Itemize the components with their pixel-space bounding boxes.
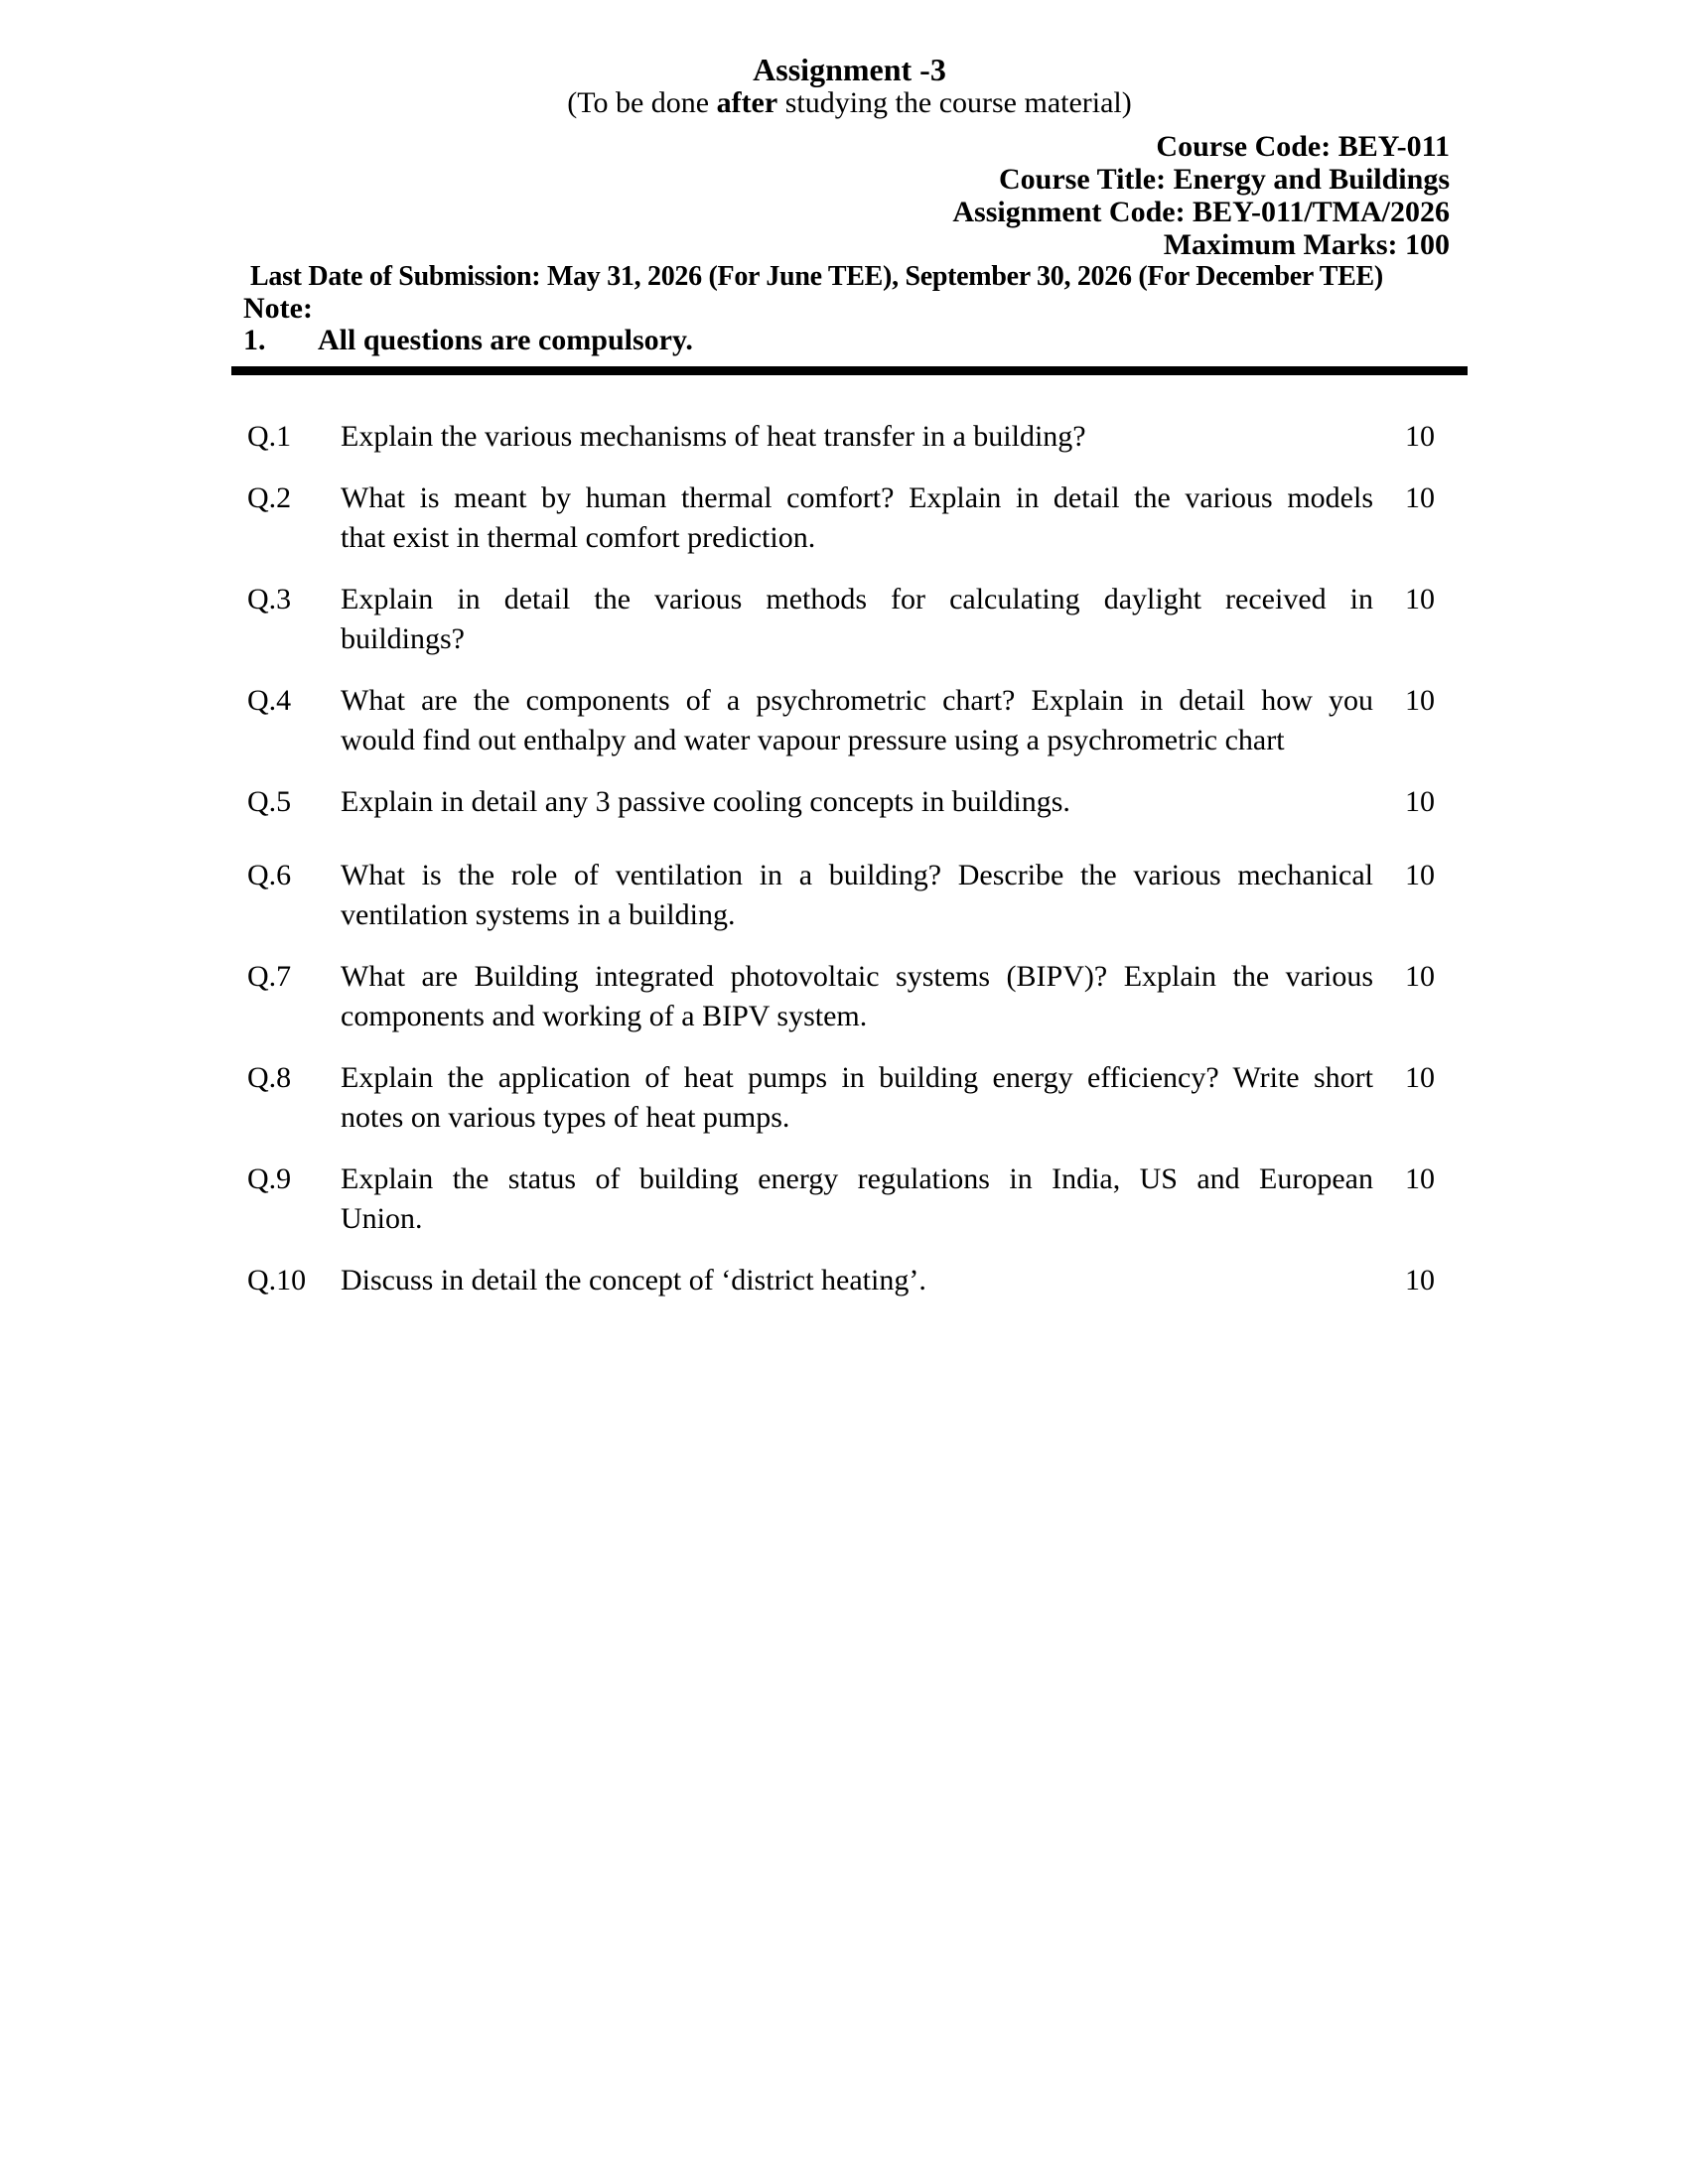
course-info-block xyxy=(231,130,1468,261)
question-line: buildings? xyxy=(341,622,465,655)
question-text xyxy=(341,1058,1373,1138)
question-id: Q.6 xyxy=(247,859,292,891)
subtitle-bold-word: after xyxy=(716,86,778,119)
question-text xyxy=(341,1261,1373,1300)
subtitle-suffix: studying the course material) xyxy=(777,86,1132,119)
question-line: ventilation systems in a building. xyxy=(341,898,736,931)
assignment-code-line: Assignment Code: BEY-011/TMA/2026 xyxy=(952,196,1450,228)
question-marks: 10 xyxy=(1405,785,1435,818)
question-text xyxy=(341,856,1373,935)
question-row xyxy=(231,1261,1468,1300)
question-marks: 10 xyxy=(1405,960,1435,993)
question-line: Union. xyxy=(341,1202,423,1235)
question-line: Explain the application of heat pumps in building energy efficiency? Write short xyxy=(341,1061,1373,1094)
question-line: What are Building integrated photovoltaic systems (BIPV)? Explain the various xyxy=(341,960,1373,993)
question-id: Q.2 xyxy=(247,481,292,514)
assignment-title: Assignment -3 xyxy=(753,52,946,87)
question-row xyxy=(231,1058,1468,1138)
question-text xyxy=(341,681,1373,760)
note-item-text: All questions are compulsory. xyxy=(318,324,693,356)
question-line: would find out enthalpy and water vapour pressure using a psychrometric chart xyxy=(341,724,1285,756)
question-text xyxy=(341,417,1373,457)
question-row xyxy=(231,478,1468,558)
question-line: What is meant by human thermal comfort? Explain in detail the various models xyxy=(341,481,1373,514)
document-content xyxy=(231,0,1468,1322)
question-line: that exist in thermal comfort prediction. xyxy=(341,521,816,554)
question-id: Q.5 xyxy=(247,785,292,818)
question-marks: 10 xyxy=(1405,583,1435,615)
question-text xyxy=(341,478,1373,558)
question-row xyxy=(231,856,1468,935)
question-id: Q.10 xyxy=(247,1264,307,1297)
assignment-subtitle xyxy=(231,86,1468,120)
maximum-marks-line: Maximum Marks: 100 xyxy=(1163,228,1450,261)
course-code-line: Course Code: BEY-011 xyxy=(1156,130,1450,163)
questions-list xyxy=(231,417,1468,1300)
note-label: Note: xyxy=(243,292,313,325)
last-date-line: Last Date of Submission: May 31, 2026 (For June TEE), September 30, 2026 (For December TEE) xyxy=(250,261,1383,292)
course-title-line: Course Title: Energy and Buildings xyxy=(999,163,1450,196)
question-text xyxy=(341,782,1373,822)
question-id: Q.4 xyxy=(247,684,292,717)
question-line: Explain the status of building energy regulations in India, US and European xyxy=(341,1162,1373,1195)
question-id: Q.8 xyxy=(247,1061,292,1094)
question-id: Q.1 xyxy=(247,420,292,453)
question-line: What is the role of ventilation in a building? Describe the various mechanical xyxy=(341,859,1373,891)
question-line: Explain in detail the various methods for calculating daylight received in xyxy=(341,583,1373,615)
question-row xyxy=(231,681,1468,760)
divider-rule xyxy=(231,366,1468,375)
question-text xyxy=(341,580,1373,659)
question-marks: 10 xyxy=(1405,420,1435,453)
question-line: Explain the various mechanisms of heat transfer in a building? xyxy=(341,420,1086,453)
question-row xyxy=(231,782,1468,822)
question-row xyxy=(231,417,1468,457)
question-id: Q.3 xyxy=(247,583,292,615)
question-row xyxy=(231,957,1468,1036)
question-text xyxy=(341,957,1373,1036)
question-marks: 10 xyxy=(1405,481,1435,514)
note-item-number: 1. xyxy=(243,324,266,356)
question-line: components and working of a BIPV system. xyxy=(341,1000,868,1032)
question-marks: 10 xyxy=(1405,1162,1435,1195)
question-line: notes on various types of heat pumps. xyxy=(341,1101,790,1134)
subtitle-prefix: (To be done xyxy=(567,86,717,119)
question-line: Discuss in detail the concept of ‘district heating’. xyxy=(341,1264,926,1297)
question-line: Explain in detail any 3 passive cooling concepts in buildings. xyxy=(341,785,1070,818)
question-row xyxy=(231,1160,1468,1239)
question-line: What are the components of a psychrometric chart? Explain in detail how you xyxy=(341,684,1373,717)
question-marks: 10 xyxy=(1405,859,1435,891)
question-text xyxy=(341,1160,1373,1239)
note-item xyxy=(231,325,1468,356)
question-marks: 10 xyxy=(1405,1264,1435,1297)
question-row xyxy=(231,580,1468,659)
question-marks: 10 xyxy=(1405,1061,1435,1094)
question-id: Q.9 xyxy=(247,1162,292,1195)
question-id: Q.7 xyxy=(247,960,292,993)
question-marks: 10 xyxy=(1405,684,1435,717)
